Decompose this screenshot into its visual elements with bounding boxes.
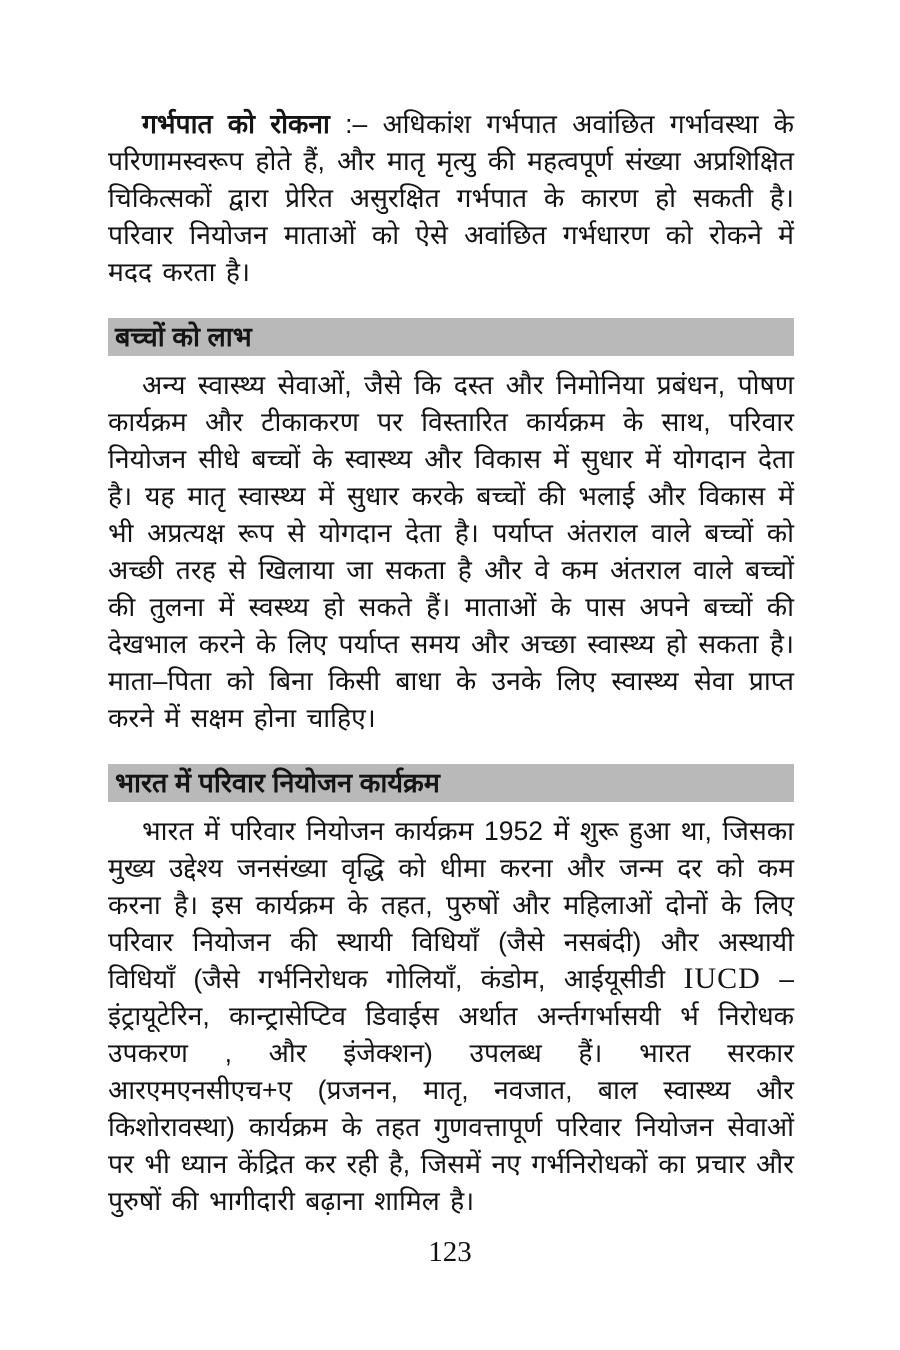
- paragraph-benefits-to-children: अन्य स्वास्थ्य सेवाओं, जैसे कि दस्त और निमोनिया प्रबंधन, पोषण कार्यक्रम और टीकाकरण पर विस्तारित कार्यक्रम के साथ, परिवार नियोजन सीधे बच्चों के स्वास्थ्य और विकास में सुधार में योगदान देता है। यह मातृ स्वास्थ्य में सुधार करके बच्चों की भलाई और विकास में भी अप्रत्यक्ष रूप से योगदान देता है। पर्याप्त अंतराल वाले बच्चों को अच्छी तरह से खिलाया जा सकता है और वे कम अंतराल वाले बच्चों की तुलना में स्वस्थ्य हो सकते हैं। माताओं के पास अपने बच्चों की देखभाल करने के लिए पर्याप्त समय और अच्छा स्वास्थ्य हो सकता है। माता–पिता को बिना किसी बाधा के उनके लिए स्वास्थ्य सेवा प्राप्त करने में सक्षम होना चाहिए।: [108, 370, 794, 733]
- paragraph-india-part2: – इंट्रायूटेरिन, कान्ट्रासेप्टिव डिवाईस अर्थात अर्न्तगर्भासयी र्भ निरोधक उपकरण , और इंजेक्शन) उपलब्ध हैं। भारत सरकार आरएमएनसीएच+ए (प्रजनन, मातृ, नवजात, बाल स्वास्थ्य और किशोरावस्था) कार्यक्रम के तहत गुणवत्तापूर्ण परिवार नियोजन सेवाओं पर भी ध्यान केंद्रित कर रही है, जिसमें नए गर्भनिरोधकों का प्रचार और पुरुषों की भागीदारी बढ़ाना शामिल है।: [108, 964, 794, 1216]
- heading-family-planning-program-india: भारत में परिवार नियोजन कार्यक्रम: [108, 764, 794, 802]
- iucd-acronym: IUCD: [683, 962, 761, 995]
- heading-benefits-to-children: बच्चों को लाभ: [108, 318, 794, 356]
- paragraph-family-planning-program-india: [108, 813, 794, 1220]
- page-content: [108, 106, 794, 1220]
- paragraph-preventing-abortion: [108, 106, 794, 291]
- paragraph-lead-bold: गर्भपात को रोकना: [142, 109, 330, 139]
- paragraph-lead-separator: :–: [329, 109, 383, 139]
- page-number: 123: [428, 1236, 472, 1268]
- paragraph-abortion-body: अधिकांश गर्भपात अवांछित गर्भावस्था के परिणामस्वरूप होते हैं, और मातृ मृत्यु की महत्वपूर्ण संख्या अप्रशिक्षित चिकित्सकों द्वारा प्रेरित असुरक्षित गर्भपात के कारण हो सकती है। परिवार नियोजन माताओं को ऐसे अवांछित गर्भधारण को रोकने में मदद करता है।: [108, 109, 795, 287]
- paragraph-india-part1: भारत में परिवार नियोजन कार्यक्रम 1952 में शुरू हुआ था, जिसका मुख्य उद्देश्य जनसंख्या वृद्धि को धीमा करना और जन्म दर को कम करना है। इस कार्यक्रम के तहत, पुरुषों और महिलाओं दोनों के लिए परिवार नियोजन की स्थायी विधियाँ (जैसे नसबंदी) और अस्थायी विधियाँ (जैसे गर्भनिरोधक गोलियाँ, कंडोम, आईयूसीडी: [108, 816, 794, 994]
